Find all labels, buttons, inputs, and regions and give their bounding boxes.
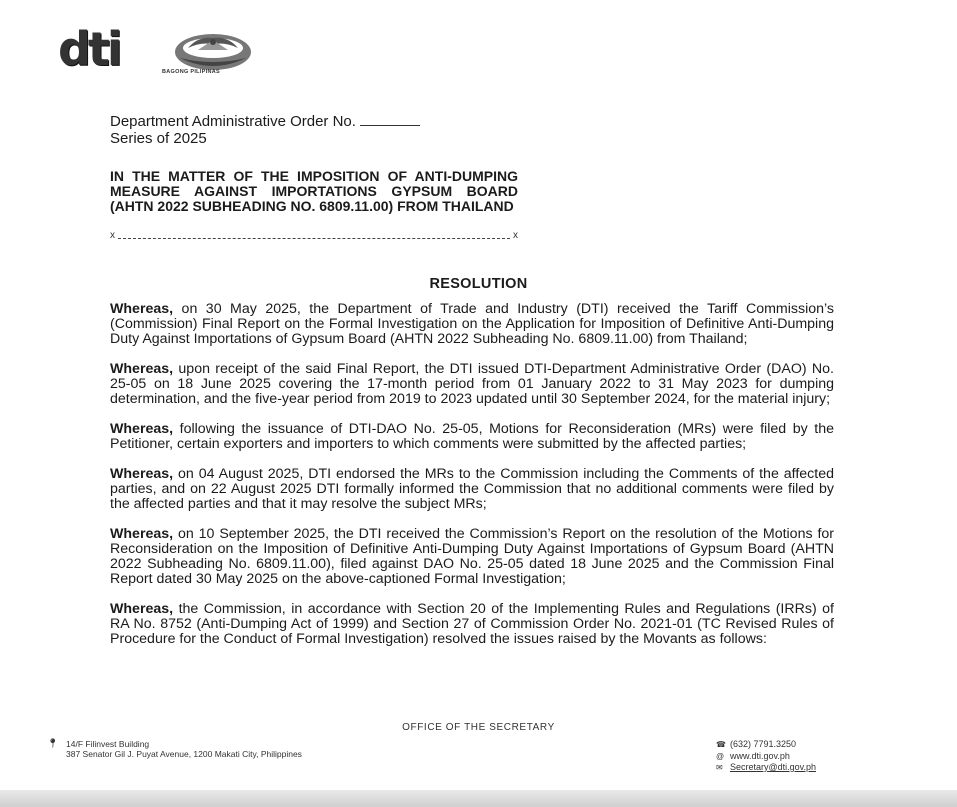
phone-number: (632) 7791.3250 [730,739,797,749]
divider-right-mark: x [513,230,518,241]
paragraph-lead: Whereas, [110,465,174,482]
whereas-paragraph [110,602,834,648]
whereas-paragraph [110,302,834,348]
paragraph-lead: Whereas, [110,525,174,542]
website-row[interactable] [716,751,816,763]
footer-address [47,738,302,759]
resolution-title: RESOLUTION [429,276,528,292]
paragraph-text: on 10 September 2025, the DTI received the Commission’s Report on the resolution of the Motions for Reconsideration on the Imposition of Definitive Anti-Dumping Duty Against Importations of Gypsum Board (AHTN 2022 Subheading No. 6809.11.00), filed against DAO No. 25-05 dated 18 June 2025 and the Commission Final Report dated 30 May 2025 on the above-captioned Formal Investigation; [110,525,834,588]
resolution-body [110,302,834,662]
order-label: Department Administrative Order No. [110,113,356,130]
paragraph-text: on 30 May 2025, the Department of Trade and Industry (DTI) received the Tariff Commission’s (Commission) Final Report on the Formal Investigation on the Application for Imposition of Definitive Anti-Dumping Duty Against Importations of Gypsum Board (AHTN 2022 Subheading No. 6809.11.00) from Thailand; [110,301,834,348]
phone-icon: ☎ [716,740,726,749]
footer-contacts [716,739,816,774]
whereas-paragraph [110,362,834,408]
matter-heading: IN THE MATTER OF THE IMPOSITION OF ANTI-DUMPING MEASURE AGAINST IMPORTATIONS GYPSUM BOARD (AHTN 2022 SUBHEADING NO. 6809.11.00) FROM THAILAND [110,168,518,214]
paragraph-text: following the issuance of DTI-DAO No. 25-05, Motions for Reconsideration (MRs) were filed by the Petitioner, certain exporters and importers to which comments were submitted by the affected parties; [110,421,834,453]
series-line: Series of 2025 [110,130,207,147]
scan-bottom-edge [0,790,957,807]
dti-logo-text: dti [58,22,120,76]
email-link[interactable]: Secretary@dti.gov.ph [730,762,817,772]
paragraph-text: the Commission, in accordance with Section 20 of the Implementing Rules and Regulations (IRRs) of RA No. 8752 (Anti-Dumping Act of 1999) and Section 27 of Commission Order No. 2021-01 (TC Revised Rules of Procedure for the Conduct of Formal Investigation) resolved the issues raised by the Movants as follows: [110,601,834,648]
whereas-paragraph [110,422,834,452]
order-number-line [110,113,420,130]
whereas-paragraph [110,527,834,588]
address-line-2: 387 Senator Gil J. Puyat Avenue, 1200 Makati City, Philippines [66,749,302,759]
email-row[interactable] [716,762,816,774]
order-reference [110,113,420,147]
whereas-paragraph [110,467,834,513]
paragraph-lead: Whereas, [110,601,174,617]
phone-row [716,739,816,751]
divider-left-mark: x [110,230,115,241]
paragraph-lead: Whereas, [110,361,174,377]
location-pin-icon: 📍︎ [47,738,59,748]
divider-line [118,238,510,239]
paragraph-lead: Whereas, [110,301,174,317]
paragraph-text: on 04 August 2025, DTI endorsed the MRs to the Commission including the Comments of the affected parties, and on 22 August 2025 DTI formally informed the Commission that no additional comments were filed by the affected parties and that it may resolve the subject MRs; [110,465,834,513]
address-line-1: 14/F Filinvest Building [66,739,150,749]
paragraph-text: upon receipt of the said Final Report, the DTI issued DTI-Department Administrative Order (DAO) No. 25-05 on 18 June 2025 covering the 17-month period from 01 January 2022 to 31 May 2023 for dumping determination, and the five-year period from 2019 to 2023 updated until 30 September 2024, for the material injury; [110,361,834,408]
dti-logo [58,22,120,76]
emblem-label: BAGONG PILIPINAS [162,69,220,75]
caption-divider [110,230,518,244]
office-of-the-secretary: OFFICE OF THE SECRETARY [402,722,555,733]
globe-icon: @ [716,751,725,761]
paragraph-lead: Whereas, [110,421,174,437]
envelope-icon: ✉ [716,763,723,772]
website-link[interactable]: www.dti.gov.ph [730,750,790,761]
order-number-blank [360,113,420,126]
